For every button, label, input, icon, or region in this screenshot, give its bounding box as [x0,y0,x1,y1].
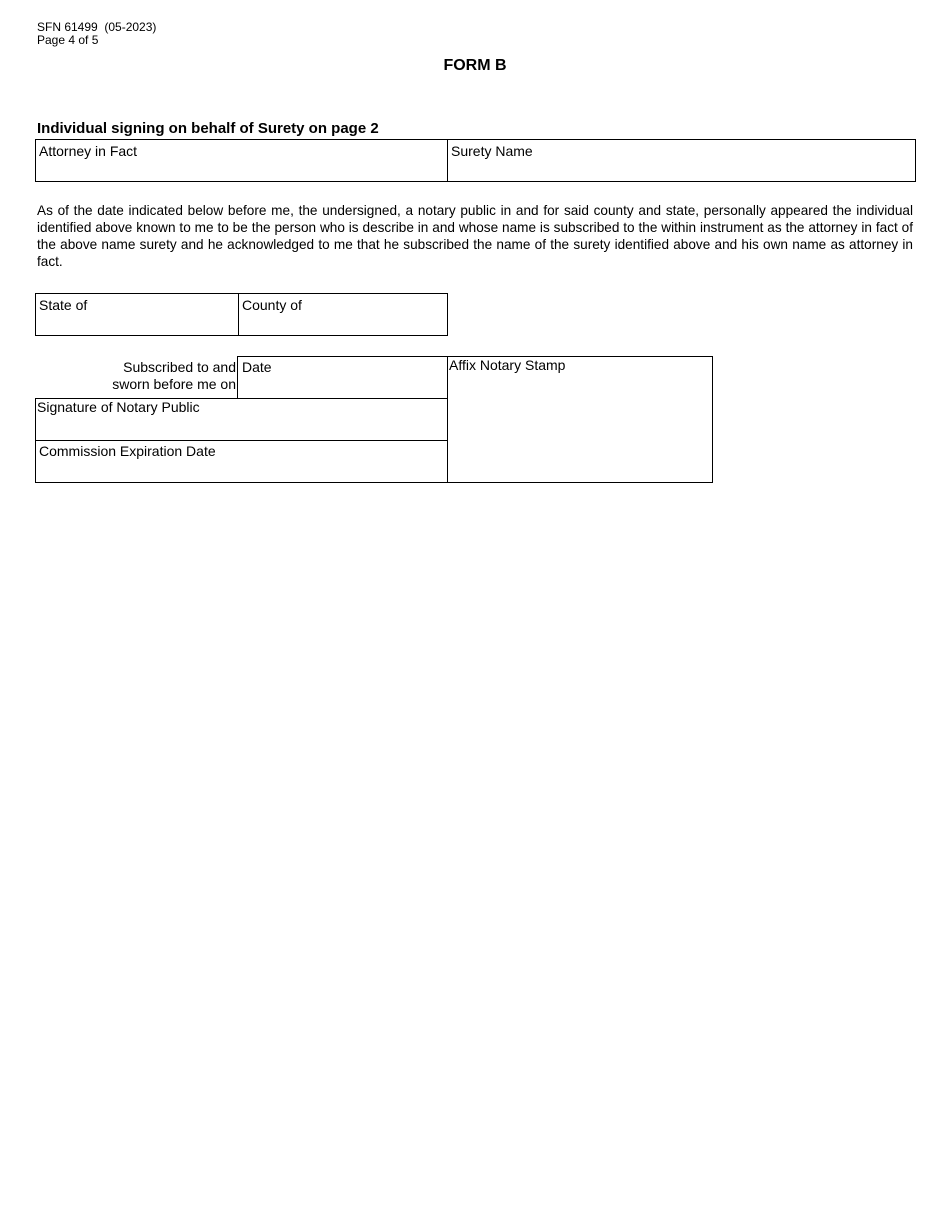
sworn-before-label [112,359,236,393]
notary-signature-field[interactable] [35,398,448,441]
page-indicator: Page 4 of 5 [37,33,99,47]
commission-expiration-input[interactable] [40,462,440,480]
notary-signature-input[interactable] [40,420,440,438]
notary-stamp-label: Affix Notary Stamp [449,357,566,373]
surety-name-field[interactable] [447,139,916,182]
county-label: County of [242,297,302,313]
attorney-in-fact-input[interactable] [40,161,440,179]
notary-signature-label: Signature of Notary Public [37,399,200,415]
date-field[interactable] [237,356,448,399]
form-title: FORM B [443,57,507,74]
date-label: Date [242,359,272,375]
attorney-in-fact-label: Attorney in Fact [39,143,138,159]
form-number: SFN 61499 (05-2023) [37,20,157,34]
date-input[interactable] [242,378,440,396]
county-input[interactable] [243,315,441,333]
sworn-line-1: Subscribed to and [123,359,236,375]
commission-expiration-field[interactable] [35,440,448,483]
commission-expiration-label: Commission Expiration Date [39,443,216,459]
state-input[interactable] [40,315,232,333]
attorney-in-fact-field[interactable] [35,139,448,182]
acknowledgment-text: As of the date indicated below before me, the undersigned, a notary public in and for said county and state, personally appeared the individual identified above known to me to be the person who is describe in and whose name is subscribed to the within instrument as the attorney in fact of the above name surety and he acknowledged to me that he subscribed the name of the surety identified above and his own name as attorney in fact. [37,203,913,269]
surety-name-label: Surety Name [451,143,533,159]
surety-name-input[interactable] [452,161,907,179]
notary-stamp-box[interactable] [447,356,713,483]
section-heading: Individual signing on behalf of Surety on page 2 [37,120,379,137]
state-label: State of [39,297,88,313]
sworn-line-2: sworn before me on [112,376,236,392]
county-field[interactable] [238,293,448,336]
state-field[interactable] [35,293,239,336]
